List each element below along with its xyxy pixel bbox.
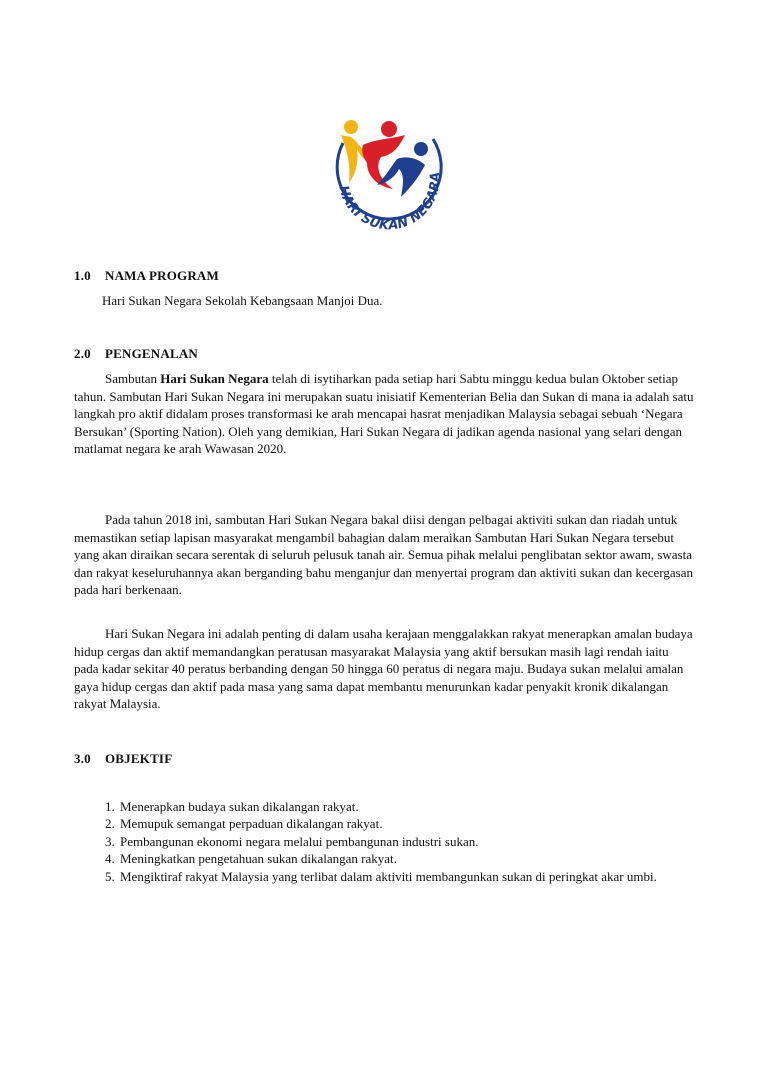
svg-text:HARI SUKAN NEGARA	[335, 172, 443, 234]
objectives-list	[74, 798, 694, 885]
intro-paragraph-1	[74, 370, 694, 458]
section-1-title: NAMA PROGRAM	[105, 268, 219, 283]
objective-item: 5. Mengiktiraf rakyat Malaysia yang terlibat dalam aktiviti membangunkan sukan di peringkat akar umbi.	[118, 868, 694, 885]
p3-text: Hari Sukan Negara ini adalah penting di dalam usaha kerajaan menggalakkan rakyat menerapkan amalan budaya hidup cergas dan aktif memandangkan peratusan masyarakat Malaysia yang aktif bersukan masih lagi rendah iaitu pada kadar sekitar 40 peratus berbanding dengan 50 hingga 60 peratus di negara maju. Budaya sukan melalui amalan gaya hidup cergas dan aktif pada masa yang sama dapat membantu menurunkan kadar penyakit kronik dikalangan rakyat Malaysia.	[74, 626, 693, 712]
section-3-title: OBJEKTIF	[105, 751, 173, 766]
objective-item: 1. Menerapkan budaya sukan dikalangan rakyat.	[118, 798, 694, 815]
section-1-heading	[74, 268, 219, 284]
section-2-title: PENGENALAN	[105, 346, 199, 361]
p2-text: Pada tahun 2018 ini, sambutan Hari Sukan Negara bakal diisi dengan pelbagai aktiviti sukan dan riadah untuk memastikan setiap lapisan masyarakat mengambil bahagian dalam meraikan Sambutan Hari Sukan Negara tersebut yang akan diraikan secara serentak di seluruh pelusuk tanah air. Semua pihak melalui penglibatan sektor awam, swasta dan rakyat keseluruhannya akan berganding bahu menganjur dan menyertai program dan aktiviti sukan dan kecergasan pada hari berkenaan.	[74, 512, 693, 598]
p1-rest: telah di isytiharkan pada setiap hari Sabtu minggu kedua bulan Oktober setiap tahun. Sambutan Hari Sukan Negara ini merupakan suatu inisiatif Kementerian Belia dan Sukan di mana ia adalah satu langkah pro aktif didalam proses transformasi ke arah mencapai hasrat menjadikan Malaysia sebagai sebuah ‘Negara Bersukan’ (Sporting Nation). Oleh yang demikian, Hari Sukan Negara di jadikan agenda nasional yang selari dengan matlamat negara ke arah Wawasan 2020.	[74, 371, 694, 457]
intro-paragraph-2	[74, 511, 694, 599]
section-1-number: 1.0	[74, 268, 91, 283]
objective-item: 4. Meningkatkan pengetahuan sukan dikalangan rakyat.	[118, 850, 694, 867]
section-2-number: 2.0	[74, 346, 91, 361]
p1-prefix: Sambutan	[105, 371, 161, 386]
logo-graphic	[321, 105, 451, 235]
section-3-number: 3.0	[74, 751, 91, 766]
program-name: Hari Sukan Negara Sekolah Kebangsaan Manjoi Dua.	[102, 293, 383, 308]
section-2-heading	[74, 346, 198, 362]
objective-item: 2. Memupuk semangat perpaduan dikalangan rakyat.	[118, 815, 694, 832]
hari-sukan-negara-logo	[321, 105, 451, 235]
logo-text: HARI SUKAN NEGARA	[335, 171, 444, 234]
p1-bold: Hari Sukan Negara	[160, 371, 269, 386]
section-3-heading	[74, 751, 172, 767]
intro-paragraph-3	[74, 625, 694, 713]
objective-item: 3. Pembangunan ekonomi negara melalui pembangunan industri sukan.	[118, 833, 694, 850]
